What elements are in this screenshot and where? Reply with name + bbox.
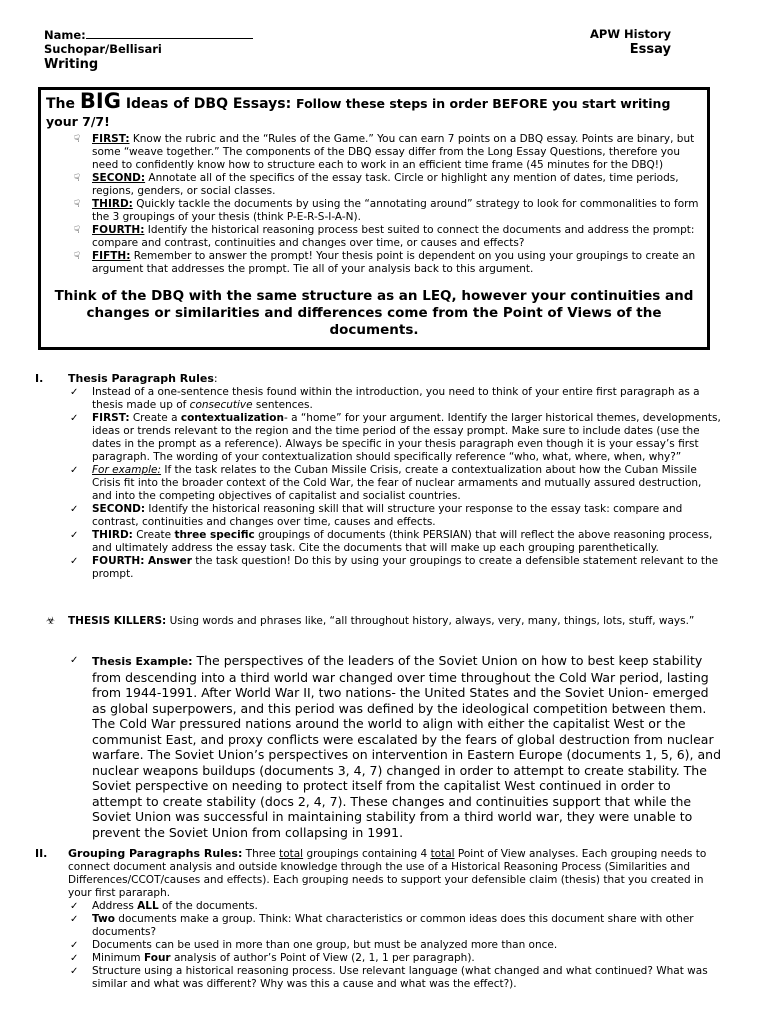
- section-heading: Thesis Paragraph Rules:: [68, 372, 218, 385]
- name-blank[interactable]: [86, 27, 253, 39]
- pointing-hand-icon: ☟: [74, 134, 81, 145]
- list-item: ✓ THIRD: Create three specific groupings of documents (think PERSIAN) that will reflect the above reasoning process, and ultimately address the essay task. Cite the documents that will make up each grouping parenthetically.: [70, 529, 713, 554]
- header-left: [44, 27, 253, 72]
- check-icon: ✓: [70, 940, 79, 951]
- section-intro: Grouping Paragraphs Rules: Three total groupings containing 4 total Point of View analyses. Each grouping needs to connect document analysis and outside knowledge through the use of a Historical Reasoning Process (Similarities and Differences/CCOT/causes and effects). Each grouping needs to support your defensible claim (thesis) that you created in your first pararaph.: [68, 847, 707, 899]
- course-title: APW History: [590, 27, 671, 41]
- thesis-rules-list: [68, 386, 723, 581]
- essay-label: Essay: [629, 42, 671, 57]
- check-icon: ✓: [70, 655, 79, 666]
- roman-numeral: I.: [35, 372, 44, 385]
- writing-label: Writing: [44, 57, 99, 72]
- step-item: ☟ FOURTH: Identify the historical reasoning process best suited to connect the documents and address the prompt: compare and contrast, continuities and changes over time, or causes and effects?: [74, 224, 695, 249]
- big-ideas-box: [38, 87, 710, 350]
- think-statement: Think of the DBQ with the same structure as an LEQ, however your continuities and changes or similarities and differences come from the Point of Views of the documents.: [54, 288, 694, 338]
- check-icon: ✓: [70, 387, 79, 398]
- thesis-example: [68, 653, 723, 840]
- teachers: Suchopar/Bellisari: [44, 42, 162, 56]
- check-icon: ✓: [70, 465, 79, 476]
- box-title: The BIG Ideas of DBQ Essays: Follow these steps in order BEFORE you start writing your 7/7!: [46, 89, 671, 129]
- list-item: ✓ Instead of a one-sentence thesis found within the introduction, you need to think of your entire first paragraph as a thesis made up of consecutive sentences.: [70, 386, 700, 411]
- list-item: ✓ Thesis Example: The perspectives of the leaders of the Soviet Union on how to best keep stability from descending into a third world war changed over time throughout the Cold War period, lasting from 1944-1991. After World War II, two nations- the United States and the Soviet Union- emerged as global superpowers, and this period was defined by the ideological competition between them. The Cold War pressured nations around the world to align with either the capitalist West or the communist East, and proxy conflicts were escalated by the fears of global destruction from nuclear warfare. The Soviet Union’s perspectives on intervention in Eastern Europe (documents 1, 5, 6), and nuclear weapons buildups (documents 3, 4, 7) changed in order to attempt to create stability. The Soviet perspective on needing to protect itself from the capitalist West continued in order to attempt to create stability (docs 2, 4, 7). These changes and continuities support that while the Soviet Union was successful in maintaining stability from a third world war, they were unable to prevent the Soviet Union from collapsing in 1991.: [70, 653, 722, 840]
- list-item: ✓ SECOND: Identify the historical reasoning skill that will structure your response to the essay task: compare and contrast, continuities and changes over time, causes and effects.: [70, 503, 683, 528]
- step-item: ☟ FIFTH: Remember to answer the prompt! Your thesis point is dependent on you using your groupings to create an argument that addresses the prompt. Tie all of your analysis back to this argument.: [74, 250, 696, 275]
- big-word: BIG: [79, 89, 121, 113]
- pointing-hand-icon: ☟: [74, 173, 81, 184]
- section-body: [68, 372, 723, 581]
- step-item: ☟ THIRD: Quickly tackle the documents by using the “annotating around” strategy to look for commonalities to form the 3 groupings of your thesis (think P-E-R-S-I-A-N).: [74, 198, 699, 223]
- check-icon: ✓: [70, 966, 79, 977]
- pointing-hand-icon: ☟: [74, 251, 81, 262]
- name-line: [44, 27, 253, 42]
- step-item: ☟ SECOND: Annotate all of the specifics of the essay task. Circle or highlight any mention of dates, time periods, regions, genders, or social classes.: [74, 172, 679, 197]
- pointing-hand-icon: ☟: [74, 225, 81, 236]
- check-icon: ✓: [70, 556, 79, 567]
- steps-list: [46, 133, 702, 276]
- list-item: ✓ Address ALL of the documents.: [70, 900, 258, 912]
- section-body: [68, 847, 723, 991]
- list-item: ✓ For example: If the task relates to the Cuban Missile Crisis, create a contextualization about how the Cuban Missile Crisis fit into the broader context of the Cold War, the fear of nuclear armaments and mutually assured destruction, and into the competing objectives of capitalist and socialist countries.: [70, 464, 702, 502]
- check-icon: ✓: [70, 504, 79, 515]
- step-item: ☟ FIRST: Know the rubric and the “Rules of the Game.” You can earn 7 points on a DBQ essay. Points are binary, but some “weave together.” The components of the DBQ essay differ from the Long Essay Questions, therefore you need to confidently know how to structure each to work in an efficient time frame (45 minutes for the DBQ!): [74, 133, 695, 171]
- pointing-hand-icon: ☟: [74, 199, 81, 210]
- list-item: ✓ Structure using a historical reasoning process. Use relevant language (what changed and what continued? What was similar and what was different? Why was this a cause and what was the effect?).: [70, 965, 708, 990]
- list-item: ✓ FIRST: Create a contextualization- a “home” for your argument. Identify the larger historical themes, developments, ideas or trends relevant to the region and the time period of the essay prompt. Make sure to include dates (use the dates in the prompt as a reference). Always be specific in your thesis paragraph even though it is your essay’s first paragraph. The wording of your contextualization should specifically reference “who, what, where, when, why?”: [70, 412, 721, 463]
- header-right: [590, 27, 671, 57]
- check-icon: ✓: [70, 953, 79, 964]
- roman-numeral: II.: [35, 847, 48, 860]
- grouping-rules-list: [68, 900, 723, 991]
- check-icon: ✓: [70, 901, 79, 912]
- list-item: ✓ Documents can be used in more than one group, but must be analyzed more than once.: [70, 939, 558, 951]
- check-icon: ✓: [70, 413, 79, 424]
- list-item: ✓ FOURTH: Answer the task question! Do this by using your groupings to create a defensible statement relevant to the prompt.: [70, 555, 719, 580]
- check-icon: ✓: [70, 530, 79, 541]
- thesis-killers: ☣ THESIS KILLERS: Using words and phrases like, “all throughout history, always, very, many, things, lots, stuff, ways.”: [46, 615, 695, 627]
- biohazard-icon: ☣: [46, 615, 56, 627]
- name-label: Name:: [44, 28, 86, 42]
- check-icon: ✓: [70, 914, 79, 925]
- list-item: ✓ Two documents make a group. Think: What characteristics or common ideas does this document share with other documents?: [70, 913, 694, 938]
- list-item: ✓ Minimum Four analysis of author’s Point of View (2, 1, 1 per paragraph).: [70, 952, 475, 964]
